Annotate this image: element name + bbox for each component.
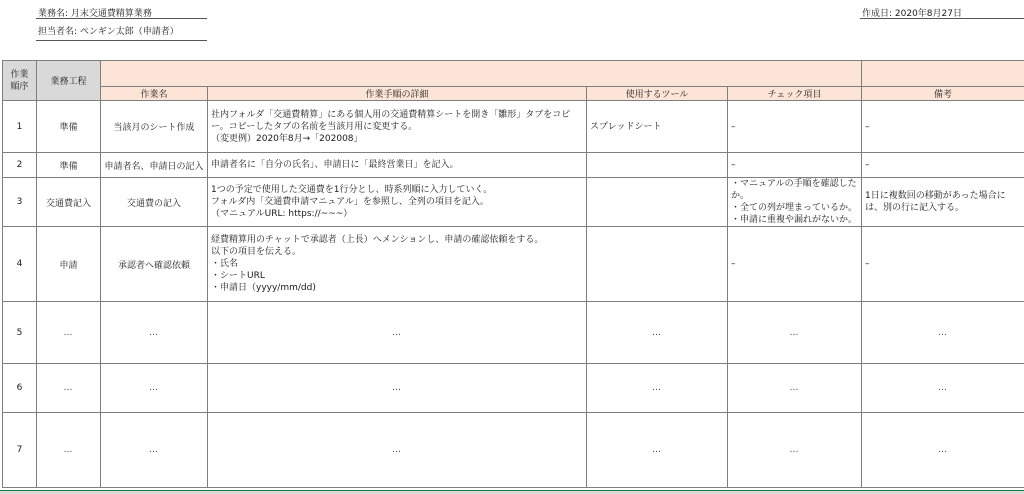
cell-note[interactable]: … [862, 364, 1024, 413]
task-name-label: 業務名: 月末交通費精算業務 [38, 9, 152, 19]
cell-tool[interactable] [587, 227, 728, 302]
table-row [3, 302, 1024, 364]
cell-process[interactable]: 交通費記入 [37, 178, 101, 227]
table-row [3, 364, 1024, 413]
header-check[interactable]: チェック項目 [728, 87, 862, 101]
table-row [3, 101, 1024, 153]
header-note[interactable]: 備考 [862, 87, 1024, 101]
cell-tool[interactable]: … [587, 364, 728, 413]
table-row [3, 227, 1024, 302]
cell-tool[interactable]: スプレッドシート [587, 101, 728, 153]
cell-tool[interactable] [587, 178, 728, 227]
cell-process[interactable]: 準備 [37, 101, 101, 153]
cell-tool[interactable]: … [587, 413, 728, 488]
cell-detail[interactable]: … [208, 302, 587, 364]
cell-process[interactable]: 申請 [37, 227, 101, 302]
table-row [3, 413, 1024, 488]
task-name-underline [36, 18, 207, 19]
table-row [3, 153, 1024, 178]
cell-name[interactable]: 当該月のシート作成 [101, 101, 208, 153]
cell-process[interactable]: … [37, 413, 101, 488]
cell-detail[interactable]: 経費精算用のチャットで承認者（上長）へメンションし、申請の確認依頼をする。 以下の項目を伝える。 ・氏名 ・シートURL ・申請日（yyyy/mm/dd) [208, 227, 587, 302]
cell-order[interactable]: 5 [3, 302, 37, 364]
cell-name[interactable]: … [101, 302, 208, 364]
table-row [3, 178, 1024, 227]
cell-detail[interactable]: 1つの予定で使用した交通費を1行分とし、時系列順に入力していく。 フォルダ内「交通費申請マニュアル」を参照し、全列の項目を記入。 （マニュアルURL: https://~~~） [208, 178, 587, 227]
cell-name[interactable]: … [101, 364, 208, 413]
cell-detail[interactable]: 社内フォルダ「交通費精算」にある個人用の交通費精算シートを開き「雛形」タブをコピー。コピーしたタブの名前を当該月用に変更する。 （変更例）2020年8月→「202008」 [208, 101, 587, 153]
cell-check[interactable]: ・マニュアルの手順を確認したか。 ・全ての列が埋まっているか。 ・申請に重複や漏れがないか。 [728, 178, 862, 227]
cell-check[interactable]: – [728, 227, 862, 302]
cell-name[interactable]: 申請者名、申請日の記入 [101, 153, 208, 178]
cell-check[interactable]: … [728, 364, 862, 413]
cell-order[interactable]: 2 [3, 153, 37, 178]
cell-note[interactable]: … [862, 302, 1024, 364]
cell-process[interactable]: 準備 [37, 153, 101, 178]
cell-tool[interactable]: … [587, 302, 728, 364]
created-date-underline [860, 18, 1024, 19]
cell-note[interactable]: – [862, 101, 1024, 153]
header-detail[interactable]: 作業手順の詳細 [208, 87, 587, 101]
cell-check[interactable]: … [728, 302, 862, 364]
cell-process[interactable]: … [37, 364, 101, 413]
cell-note[interactable]: – [862, 227, 1024, 302]
cell-check[interactable]: – [728, 101, 862, 153]
cell-detail[interactable]: … [208, 413, 587, 488]
owner-label: 担当者名: ペンギン太郎（申請者） [38, 27, 179, 37]
created-date-label: 作成日: 2020年8月27日 [862, 9, 962, 19]
cell-detail[interactable]: … [208, 364, 587, 413]
cell-name[interactable]: … [101, 413, 208, 488]
header-group-blank[interactable] [101, 61, 862, 87]
cell-order[interactable]: 4 [3, 227, 37, 302]
header-name[interactable]: 作業名 [101, 87, 208, 101]
cell-detail[interactable]: 申請者名に「自分の氏名」、申請日に「最終営業日」を記入。 [208, 153, 587, 178]
header-order[interactable]: 作業 順序 [3, 61, 37, 101]
workflow-table [2, 60, 1024, 488]
cell-note[interactable]: – [862, 153, 1024, 178]
header-note-top[interactable] [862, 61, 1024, 87]
cell-order[interactable]: 7 [3, 413, 37, 488]
cell-name[interactable]: 承認者へ確認依頼 [101, 227, 208, 302]
cell-process[interactable]: … [37, 302, 101, 364]
cell-tool[interactable] [587, 153, 728, 178]
cell-order[interactable]: 1 [3, 101, 37, 153]
cell-name[interactable]: 交通費の記入 [101, 178, 208, 227]
cell-note[interactable]: 1日に複数回の移動があった場合には、別の行に記入する。 [862, 178, 1024, 227]
cell-note[interactable]: … [862, 413, 1024, 488]
cell-order[interactable]: 6 [3, 364, 37, 413]
cell-check[interactable]: – [728, 153, 862, 178]
cell-order[interactable]: 3 [3, 178, 37, 227]
cell-check[interactable]: … [728, 413, 862, 488]
header-process[interactable]: 業務工程 [37, 61, 101, 101]
owner-underline [36, 40, 207, 41]
header-tool[interactable]: 使用するツール [587, 87, 728, 101]
